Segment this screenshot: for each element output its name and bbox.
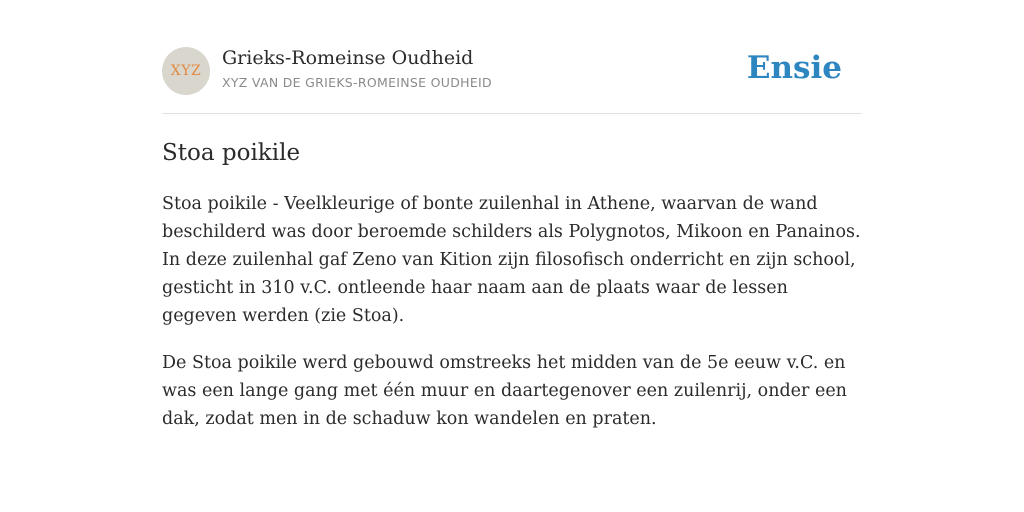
source-subtitle: XYZ VAN DE GRIEKS-ROMEINSE OUDHEID (222, 75, 492, 90)
source-title[interactable]: Grieks-Romeinse Oudheid (222, 47, 474, 69)
entry-paragraph: Stoa poikile - Veelkleurige of bonte zuilenhal in Athene, waarvan de wand beschilderd was door beroemde schilders als Polygnotos, Mikoon en Panainos. In deze zuilenhal gaf Zeno van Kition zijn filosofisch onderricht en zijn school, gesticht in 310 v.C. ontleende haar naam aan de plaats waar de lessen gegeven werden (zie Stoa). (162, 194, 861, 326)
ensie-logo-link[interactable]: Ensie (746, 50, 842, 86)
source-header (162, 0, 862, 114)
entry-paragraph: De Stoa poikile werd gebouwd omstreeks het midden van de 5e eeuw v.C. en was een lange gang met één muur en daartegenover een zuilenrij, onder een dak, zodat men in de schaduw kon wandelen en praten. (162, 353, 847, 429)
content-container (162, 0, 862, 429)
source-avatar[interactable]: XYZ (162, 47, 210, 95)
entry-body (162, 190, 862, 452)
entry-title: Stoa poikile (162, 140, 301, 166)
